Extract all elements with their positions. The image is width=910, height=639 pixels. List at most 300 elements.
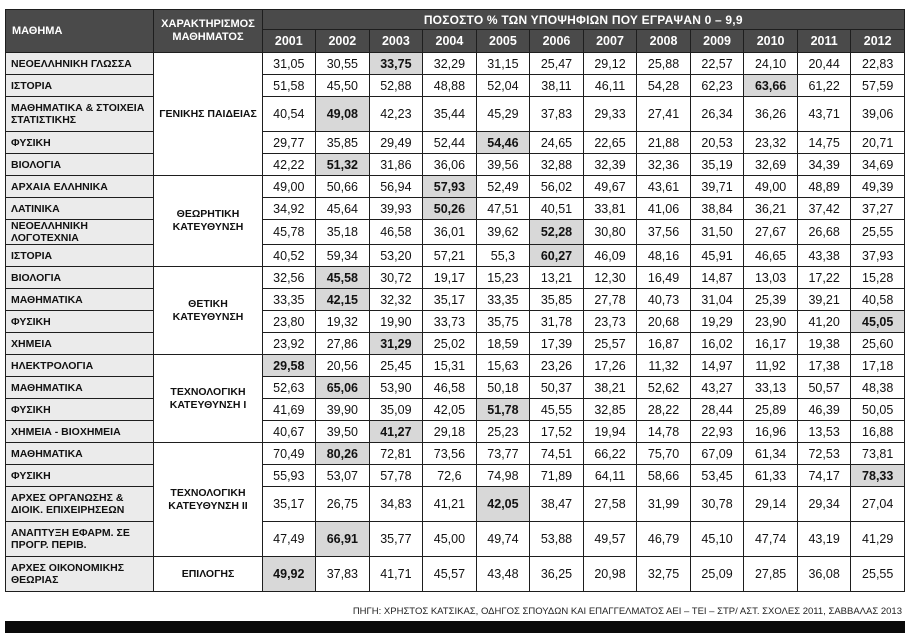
table-header bbox=[6, 10, 905, 53]
value-cell: 13,53 bbox=[797, 421, 851, 443]
value-cell: 12,30 bbox=[583, 267, 637, 289]
value-cell: 36,08 bbox=[797, 557, 851, 592]
max-value-cell: 45,05 bbox=[851, 311, 905, 333]
max-value-cell: 66,91 bbox=[316, 522, 370, 557]
max-value-cell: 49,92 bbox=[262, 557, 316, 592]
table-row bbox=[6, 53, 905, 75]
value-cell: 72,81 bbox=[369, 443, 423, 465]
table-row bbox=[6, 245, 905, 267]
value-cell: 36,25 bbox=[530, 557, 584, 592]
value-cell: 37,56 bbox=[637, 220, 691, 245]
value-cell: 43,19 bbox=[797, 522, 851, 557]
value-cell: 73,56 bbox=[423, 443, 477, 465]
value-cell: 52,62 bbox=[637, 377, 691, 399]
value-cell: 56,94 bbox=[369, 176, 423, 198]
value-cell: 31,15 bbox=[476, 53, 530, 75]
value-cell: 17,39 bbox=[530, 333, 584, 355]
value-cell: 26,75 bbox=[316, 487, 370, 522]
year-header: 2007 bbox=[583, 30, 637, 53]
value-cell: 40,58 bbox=[851, 289, 905, 311]
value-cell: 43,48 bbox=[476, 557, 530, 592]
value-cell: 27,67 bbox=[744, 220, 798, 245]
value-cell: 39,93 bbox=[369, 198, 423, 220]
value-cell: 37,93 bbox=[851, 245, 905, 267]
value-cell: 57,21 bbox=[423, 245, 477, 267]
year-header: 2004 bbox=[423, 30, 477, 53]
value-cell: 49,57 bbox=[583, 522, 637, 557]
value-cell: 46,39 bbox=[797, 399, 851, 421]
value-cell: 41,29 bbox=[851, 522, 905, 557]
value-cell: 25,89 bbox=[744, 399, 798, 421]
table-body bbox=[6, 53, 905, 592]
max-value-cell: 41,27 bbox=[369, 421, 423, 443]
table-row bbox=[6, 355, 905, 377]
value-cell: 27,78 bbox=[583, 289, 637, 311]
value-cell: 50,57 bbox=[797, 377, 851, 399]
max-value-cell: 49,08 bbox=[316, 97, 370, 132]
value-cell: 46,79 bbox=[637, 522, 691, 557]
value-cell: 62,23 bbox=[690, 75, 744, 97]
value-cell: 45,64 bbox=[316, 198, 370, 220]
value-cell: 25,60 bbox=[851, 333, 905, 355]
value-cell: 50,66 bbox=[316, 176, 370, 198]
results-table-frame bbox=[5, 9, 905, 592]
value-cell: 61,33 bbox=[744, 465, 798, 487]
subject-cell: ΒΙΟΛΟΓΙΑ bbox=[6, 267, 154, 289]
value-cell: 73,77 bbox=[476, 443, 530, 465]
value-cell: 18,59 bbox=[476, 333, 530, 355]
subject-cell: ΑΝΑΠΤΥΞΗ ΕΦΑΡΜ. ΣΕ ΠΡΟΓΡ. ΠΕΡΙΒ. bbox=[6, 522, 154, 557]
value-cell: 11,32 bbox=[637, 355, 691, 377]
subject-cell: ΑΡΧΑΙΑ ΕΛΛΗΝΙΚΑ bbox=[6, 176, 154, 198]
value-cell: 14,97 bbox=[690, 355, 744, 377]
value-cell: 30,80 bbox=[583, 220, 637, 245]
value-cell: 23,73 bbox=[583, 311, 637, 333]
value-cell: 41,20 bbox=[797, 311, 851, 333]
value-cell: 17,22 bbox=[797, 267, 851, 289]
year-header: 2012 bbox=[851, 30, 905, 53]
value-cell: 59,34 bbox=[316, 245, 370, 267]
value-cell: 39,21 bbox=[797, 289, 851, 311]
value-cell: 53,45 bbox=[690, 465, 744, 487]
value-cell: 37,42 bbox=[797, 198, 851, 220]
table-row bbox=[6, 465, 905, 487]
value-cell: 15,63 bbox=[476, 355, 530, 377]
table-row bbox=[6, 522, 905, 557]
value-cell: 39,56 bbox=[476, 154, 530, 176]
value-cell: 50,18 bbox=[476, 377, 530, 399]
value-cell: 53,07 bbox=[316, 465, 370, 487]
year-header: 2011 bbox=[797, 30, 851, 53]
value-cell: 20,53 bbox=[690, 132, 744, 154]
subject-cell: ΑΡΧΕΣ ΟΙΚΟΝΟΜΙΚΗΣ ΘΕΩΡΙΑΣ bbox=[6, 557, 154, 592]
subject-cell: ΜΑΘΗΜΑΤΙΚΑ bbox=[6, 443, 154, 465]
value-cell: 49,00 bbox=[262, 176, 316, 198]
value-cell: 41,06 bbox=[637, 198, 691, 220]
value-cell: 39,06 bbox=[851, 97, 905, 132]
value-cell: 38,84 bbox=[690, 198, 744, 220]
value-cell: 74,17 bbox=[797, 465, 851, 487]
value-cell: 29,33 bbox=[583, 97, 637, 132]
value-cell: 15,23 bbox=[476, 267, 530, 289]
year-header: 2005 bbox=[476, 30, 530, 53]
value-cell: 32,36 bbox=[637, 154, 691, 176]
value-cell: 36,21 bbox=[744, 198, 798, 220]
value-cell: 19,29 bbox=[690, 311, 744, 333]
value-cell: 16,02 bbox=[690, 333, 744, 355]
value-cell: 28,22 bbox=[637, 399, 691, 421]
value-cell: 25,88 bbox=[637, 53, 691, 75]
value-cell: 73,81 bbox=[851, 443, 905, 465]
value-cell: 46,58 bbox=[369, 220, 423, 245]
value-cell: 52,44 bbox=[423, 132, 477, 154]
subject-cell: ΦΥΣΙΚΗ bbox=[6, 311, 154, 333]
value-cell: 51,58 bbox=[262, 75, 316, 97]
max-value-cell: 57,93 bbox=[423, 176, 477, 198]
subject-cell: ΜΑΘΗΜΑΤΙΚΑ bbox=[6, 289, 154, 311]
value-cell: 35,44 bbox=[423, 97, 477, 132]
max-value-cell: 33,75 bbox=[369, 53, 423, 75]
value-cell: 36,01 bbox=[423, 220, 477, 245]
value-cell: 22,83 bbox=[851, 53, 905, 75]
value-cell: 53,88 bbox=[530, 522, 584, 557]
value-cell: 34,92 bbox=[262, 198, 316, 220]
value-cell: 21,88 bbox=[637, 132, 691, 154]
value-cell: 66,22 bbox=[583, 443, 637, 465]
value-cell: 34,69 bbox=[851, 154, 905, 176]
value-cell: 52,88 bbox=[369, 75, 423, 97]
value-cell: 25,39 bbox=[744, 289, 798, 311]
value-cell: 39,90 bbox=[316, 399, 370, 421]
value-cell: 39,50 bbox=[316, 421, 370, 443]
value-cell: 35,17 bbox=[262, 487, 316, 522]
value-cell: 16,49 bbox=[637, 267, 691, 289]
value-cell: 26,34 bbox=[690, 97, 744, 132]
max-value-cell: 52,28 bbox=[530, 220, 584, 245]
table-row bbox=[6, 267, 905, 289]
value-cell: 32,32 bbox=[369, 289, 423, 311]
value-cell: 16,87 bbox=[637, 333, 691, 355]
value-cell: 47,74 bbox=[744, 522, 798, 557]
value-cell: 33,35 bbox=[262, 289, 316, 311]
value-cell: 25,55 bbox=[851, 557, 905, 592]
table-row bbox=[6, 132, 905, 154]
value-cell: 25,55 bbox=[851, 220, 905, 245]
value-cell: 45,00 bbox=[423, 522, 477, 557]
subject-cell: ΝΕΟΕΛΛΗΝΙΚΗ ΛΟΓΟΤΕΧΝΙΑ bbox=[6, 220, 154, 245]
value-cell: 17,52 bbox=[530, 421, 584, 443]
value-cell: 70,49 bbox=[262, 443, 316, 465]
value-cell: 32,56 bbox=[262, 267, 316, 289]
value-cell: 43,27 bbox=[690, 377, 744, 399]
table-row bbox=[6, 311, 905, 333]
value-cell: 23,32 bbox=[744, 132, 798, 154]
max-value-cell: 51,32 bbox=[316, 154, 370, 176]
value-cell: 52,04 bbox=[476, 75, 530, 97]
footer-bar bbox=[5, 621, 905, 633]
value-cell: 49,00 bbox=[744, 176, 798, 198]
value-cell: 61,22 bbox=[797, 75, 851, 97]
value-cell: 31,04 bbox=[690, 289, 744, 311]
value-cell: 52,49 bbox=[476, 176, 530, 198]
value-cell: 71,89 bbox=[530, 465, 584, 487]
max-value-cell: 50,26 bbox=[423, 198, 477, 220]
value-cell: 23,80 bbox=[262, 311, 316, 333]
value-cell: 29,18 bbox=[423, 421, 477, 443]
max-value-cell: 65,06 bbox=[316, 377, 370, 399]
value-cell: 13,21 bbox=[530, 267, 584, 289]
max-value-cell: 78,33 bbox=[851, 465, 905, 487]
value-cell: 43,38 bbox=[797, 245, 851, 267]
value-cell: 35,19 bbox=[690, 154, 744, 176]
value-cell: 53,20 bbox=[369, 245, 423, 267]
value-cell: 50,05 bbox=[851, 399, 905, 421]
value-cell: 33,73 bbox=[423, 311, 477, 333]
value-cell: 15,28 bbox=[851, 267, 905, 289]
table-row bbox=[6, 154, 905, 176]
value-cell: 46,09 bbox=[583, 245, 637, 267]
value-cell: 27,04 bbox=[851, 487, 905, 522]
max-value-cell: 51,78 bbox=[476, 399, 530, 421]
value-cell: 23,92 bbox=[262, 333, 316, 355]
table-row bbox=[6, 421, 905, 443]
value-cell: 36,26 bbox=[744, 97, 798, 132]
value-cell: 13,03 bbox=[744, 267, 798, 289]
value-cell: 41,69 bbox=[262, 399, 316, 421]
value-cell: 32,85 bbox=[583, 399, 637, 421]
year-header: 2002 bbox=[316, 30, 370, 53]
value-cell: 20,56 bbox=[316, 355, 370, 377]
value-cell: 25,57 bbox=[583, 333, 637, 355]
max-value-cell: 42,15 bbox=[316, 289, 370, 311]
max-value-cell: 42,05 bbox=[476, 487, 530, 522]
value-cell: 23,90 bbox=[744, 311, 798, 333]
value-cell: 45,55 bbox=[530, 399, 584, 421]
year-header: 2003 bbox=[369, 30, 423, 53]
subject-cell: ΦΥΣΙΚΗ bbox=[6, 465, 154, 487]
value-cell: 54,28 bbox=[637, 75, 691, 97]
table-row bbox=[6, 333, 905, 355]
value-cell: 11,92 bbox=[744, 355, 798, 377]
table-row bbox=[6, 289, 905, 311]
table-row bbox=[6, 557, 905, 592]
value-cell: 38,11 bbox=[530, 75, 584, 97]
value-cell: 46,11 bbox=[583, 75, 637, 97]
value-cell: 74,51 bbox=[530, 443, 584, 465]
value-cell: 53,90 bbox=[369, 377, 423, 399]
value-cell: 29,49 bbox=[369, 132, 423, 154]
subject-cell: ΑΡΧΕΣ ΟΡΓΑΝΩΣΗΣ & ΔΙΟΙΚ. ΕΠΙΧΕΙΡΗΣΕΩΝ bbox=[6, 487, 154, 522]
value-cell: 41,21 bbox=[423, 487, 477, 522]
value-cell: 29,14 bbox=[744, 487, 798, 522]
max-value-cell: 63,66 bbox=[744, 75, 798, 97]
value-cell: 30,55 bbox=[316, 53, 370, 75]
value-cell: 33,35 bbox=[476, 289, 530, 311]
year-header: 2001 bbox=[262, 30, 316, 53]
results-table bbox=[5, 9, 905, 592]
value-cell: 47,51 bbox=[476, 198, 530, 220]
value-cell: 74,98 bbox=[476, 465, 530, 487]
value-cell: 17,18 bbox=[851, 355, 905, 377]
value-cell: 35,85 bbox=[530, 289, 584, 311]
percent-title-header: ΠΟΣΟΣΤΟ % ΤΩΝ ΥΠΟΨΗΦΙΩΝ ΠΟΥ ΕΓΡΑΨΑΝ 0 – 9,9 bbox=[262, 10, 904, 30]
value-cell: 32,29 bbox=[423, 53, 477, 75]
value-cell: 72,6 bbox=[423, 465, 477, 487]
subject-cell: ΦΥΣΙΚΗ bbox=[6, 132, 154, 154]
year-header: 2006 bbox=[530, 30, 584, 53]
value-cell: 19,17 bbox=[423, 267, 477, 289]
value-cell: 45,50 bbox=[316, 75, 370, 97]
value-cell: 55,93 bbox=[262, 465, 316, 487]
value-cell: 40,73 bbox=[637, 289, 691, 311]
characterization-cell: ΤΕΧΝΟΛΟΓΙΚΗ ΚΑΤΕΥΘΥΝΣΗ Ι bbox=[154, 355, 262, 443]
value-cell: 57,78 bbox=[369, 465, 423, 487]
value-cell: 32,39 bbox=[583, 154, 637, 176]
value-cell: 40,51 bbox=[530, 198, 584, 220]
subject-cell: ΦΥΣΙΚΗ bbox=[6, 399, 154, 421]
max-value-cell: 45,58 bbox=[316, 267, 370, 289]
value-cell: 39,71 bbox=[690, 176, 744, 198]
value-cell: 48,89 bbox=[797, 176, 851, 198]
value-cell: 30,72 bbox=[369, 267, 423, 289]
value-cell: 25,47 bbox=[530, 53, 584, 75]
value-cell: 46,58 bbox=[423, 377, 477, 399]
value-cell: 14,78 bbox=[637, 421, 691, 443]
value-cell: 49,74 bbox=[476, 522, 530, 557]
value-cell: 35,18 bbox=[316, 220, 370, 245]
max-value-cell: 29,58 bbox=[262, 355, 316, 377]
characterization-cell: ΘΕΤΙΚΗ ΚΑΤΕΥΘΥΝΣΗ bbox=[154, 267, 262, 355]
table-row bbox=[6, 75, 905, 97]
year-header: 2009 bbox=[690, 30, 744, 53]
value-cell: 48,88 bbox=[423, 75, 477, 97]
value-cell: 52,63 bbox=[262, 377, 316, 399]
characterization-cell: ΓΕΝΙΚΗΣ ΠΑΙΔΕΙΑΣ bbox=[154, 53, 262, 176]
subject-cell: ΧΗΜΕΙΑ bbox=[6, 333, 154, 355]
value-cell: 17,38 bbox=[797, 355, 851, 377]
value-cell: 25,09 bbox=[690, 557, 744, 592]
table-row bbox=[6, 176, 905, 198]
value-cell: 38,47 bbox=[530, 487, 584, 522]
value-cell: 64,11 bbox=[583, 465, 637, 487]
value-cell: 40,54 bbox=[262, 97, 316, 132]
value-cell: 40,67 bbox=[262, 421, 316, 443]
value-cell: 22,65 bbox=[583, 132, 637, 154]
value-cell: 29,34 bbox=[797, 487, 851, 522]
year-header: 2008 bbox=[637, 30, 691, 53]
value-cell: 27,86 bbox=[316, 333, 370, 355]
value-cell: 19,90 bbox=[369, 311, 423, 333]
value-cell: 19,32 bbox=[316, 311, 370, 333]
subject-cell: ΙΣΤΟΡΙΑ bbox=[6, 245, 154, 267]
value-cell: 20,71 bbox=[851, 132, 905, 154]
characterization-column-header: ΧΑΡΑΚΤΗΡΙΣΜΟΣ ΜΑΘΗΜΑΤΟΣ bbox=[154, 10, 262, 53]
value-cell: 22,57 bbox=[690, 53, 744, 75]
value-cell: 48,16 bbox=[637, 245, 691, 267]
value-cell: 43,71 bbox=[797, 97, 851, 132]
value-cell: 42,22 bbox=[262, 154, 316, 176]
value-cell: 43,61 bbox=[637, 176, 691, 198]
value-cell: 55,3 bbox=[476, 245, 530, 267]
subject-column-header: ΜΑΘΗΜΑ bbox=[6, 10, 154, 53]
value-cell: 33,81 bbox=[583, 198, 637, 220]
value-cell: 32,75 bbox=[637, 557, 691, 592]
value-cell: 35,77 bbox=[369, 522, 423, 557]
value-cell: 34,39 bbox=[797, 154, 851, 176]
value-cell: 16,96 bbox=[744, 421, 798, 443]
value-cell: 46,65 bbox=[744, 245, 798, 267]
value-cell: 25,23 bbox=[476, 421, 530, 443]
source-note: ΠΗΓΗ: ΧΡΗΣΤΟΣ ΚΑΤΣΙΚΑΣ, ΟΔΗΓΟΣ ΣΠΟΥΔΩΝ ΚΑΙ ΕΠΑΓΓΕΛΜΑΤΟΣ ΑΕΙ – ΤΕΙ – ΣΤΡ/ ΑΣΤ. ΣΧΟΛΕΣ 2011, ΣΑΒΒΑΛΑΣ 2013 bbox=[352, 606, 902, 617]
value-cell: 19,94 bbox=[583, 421, 637, 443]
subject-cell: ΙΣΤΟΡΙΑ bbox=[6, 75, 154, 97]
max-value-cell: 60,27 bbox=[530, 245, 584, 267]
value-cell: 49,39 bbox=[851, 176, 905, 198]
table-row bbox=[6, 220, 905, 245]
value-cell: 56,02 bbox=[530, 176, 584, 198]
value-cell: 49,67 bbox=[583, 176, 637, 198]
value-cell: 23,26 bbox=[530, 355, 584, 377]
subject-cell: ΒΙΟΛΟΓΙΑ bbox=[6, 154, 154, 176]
value-cell: 26,68 bbox=[797, 220, 851, 245]
characterization-cell: ΘΕΩΡΗΤΙΚΗ ΚΑΤΕΥΘΥΝΣΗ bbox=[154, 176, 262, 267]
value-cell: 67,09 bbox=[690, 443, 744, 465]
value-cell: 31,86 bbox=[369, 154, 423, 176]
value-cell: 27,85 bbox=[744, 557, 798, 592]
value-cell: 45,91 bbox=[690, 245, 744, 267]
value-cell: 35,17 bbox=[423, 289, 477, 311]
value-cell: 27,41 bbox=[637, 97, 691, 132]
value-cell: 38,21 bbox=[583, 377, 637, 399]
value-cell: 45,29 bbox=[476, 97, 530, 132]
subject-cell: ΜΑΘΗΜΑΤΙΚΑ bbox=[6, 377, 154, 399]
max-value-cell: 80,26 bbox=[316, 443, 370, 465]
value-cell: 37,27 bbox=[851, 198, 905, 220]
value-cell: 16,17 bbox=[744, 333, 798, 355]
year-header: 2010 bbox=[744, 30, 798, 53]
value-cell: 32,88 bbox=[530, 154, 584, 176]
value-cell: 31,78 bbox=[530, 311, 584, 333]
value-cell: 17,26 bbox=[583, 355, 637, 377]
value-cell: 25,02 bbox=[423, 333, 477, 355]
value-cell: 75,70 bbox=[637, 443, 691, 465]
value-cell: 58,66 bbox=[637, 465, 691, 487]
value-cell: 57,59 bbox=[851, 75, 905, 97]
value-cell: 24,65 bbox=[530, 132, 584, 154]
value-cell: 20,68 bbox=[637, 311, 691, 333]
value-cell: 36,06 bbox=[423, 154, 477, 176]
value-cell: 35,85 bbox=[316, 132, 370, 154]
value-cell: 35,75 bbox=[476, 311, 530, 333]
value-cell: 28,44 bbox=[690, 399, 744, 421]
subject-cell: ΝΕΟΕΛΛΗΝΙΚΗ ΓΛΩΣΣΑ bbox=[6, 53, 154, 75]
value-cell: 24,10 bbox=[744, 53, 798, 75]
max-value-cell: 54,46 bbox=[476, 132, 530, 154]
value-cell: 34,83 bbox=[369, 487, 423, 522]
value-cell: 31,50 bbox=[690, 220, 744, 245]
table-row bbox=[6, 198, 905, 220]
value-cell: 14,75 bbox=[797, 132, 851, 154]
value-cell: 37,83 bbox=[530, 97, 584, 132]
value-cell: 37,83 bbox=[316, 557, 370, 592]
value-cell: 15,31 bbox=[423, 355, 477, 377]
max-value-cell: 31,29 bbox=[369, 333, 423, 355]
value-cell: 30,78 bbox=[690, 487, 744, 522]
subject-cell: ΧΗΜΕΙΑ - ΒΙΟΧΗΜΕΙΑ bbox=[6, 421, 154, 443]
value-cell: 22,93 bbox=[690, 421, 744, 443]
value-cell: 31,99 bbox=[637, 487, 691, 522]
value-cell: 45,10 bbox=[690, 522, 744, 557]
